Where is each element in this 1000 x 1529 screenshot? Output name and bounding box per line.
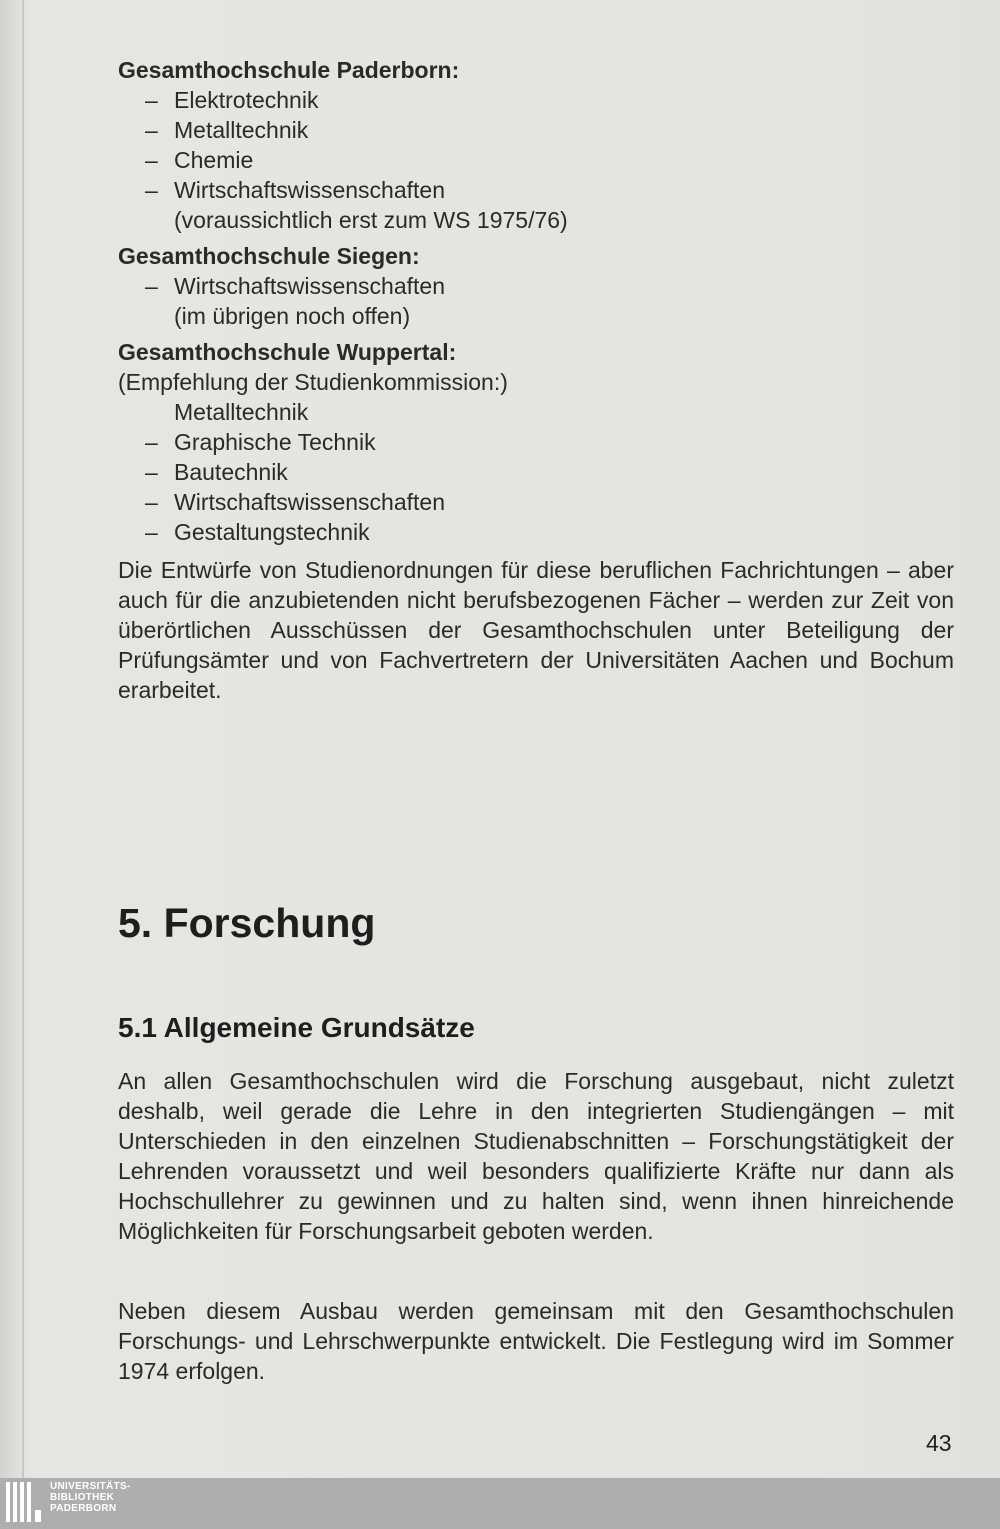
body-paragraph-2: Neben diesem Ausbau werden gemeinsam mit den Gesamthochschulen Forschungs- und Lehrschwerpunkte entwickelt. Die Festlegung wird im Sommer 1974 erfolgen. (118, 1298, 954, 1384)
list-item: – Metalltechnik (145, 117, 309, 143)
library-logo-icon (4, 1480, 44, 1527)
chapter-title: 5. Forschung (118, 900, 376, 946)
page-number: 43 (926, 1430, 952, 1456)
section-heading-paderborn: Gesamthochschule Paderborn: (118, 57, 460, 83)
page-edge (22, 0, 24, 1478)
list-item-note: (im übrigen noch offen) (174, 303, 411, 329)
list-item-note: (voraussichtlich erst zum WS 1975/76) (174, 207, 568, 233)
list-item: – Wirtschaftswissenschaften (145, 489, 445, 515)
section-subheading: (Empfehlung der Studienkommission:) (118, 369, 508, 395)
section-heading-siegen: Gesamthochschule Siegen: (118, 243, 420, 269)
list-item: – Chemie (145, 147, 254, 173)
list-item: – Elektrotechnik (145, 87, 319, 113)
library-footer-bar (0, 1478, 1000, 1529)
section-title: 5.1 Allgemeine Grundsätze (118, 1012, 475, 1043)
list-item: – Graphische Technik (145, 429, 376, 455)
intro-paragraph: Die Entwürfe von Studienordnungen für diese beruflichen Fachrichtungen – aber auch für die anzubietenden nicht berufsbezogenen Fächer – werden zur Zeit von überörtlichen Ausschüssen der Gesamthochschulen unter Beteiligung der Prüfungsämter und von Fachvertretern der Universitäten Aachen und Bochum erarbeitet. (118, 557, 954, 703)
list-item: – Bautechnik (145, 459, 288, 485)
list-item: – Gestaltungstechnik (145, 519, 370, 545)
body-paragraph-1: An allen Gesamthochschulen wird die Forschung ausgebaut, nicht zuletzt deshalb, weil gerade die Lehre in den integrierten Studiengängen – mit Unterschieden in den einzelnen Studienabschnitten – Forschungstätigkeit der Lehrenden voraussetzt und weil besonders qualifizierte Kräfte nur dann als Hochschullehrer zu gewinnen und zu halten sind, wenn ihnen hinreichende Möglichkeiten für Forschungsarbeit geboten werden. (118, 1068, 954, 1244)
list-item: Metalltechnik (174, 399, 309, 425)
list-item: – Wirtschaftswissenschaften (145, 177, 445, 203)
top-lists (118, 55, 954, 705)
library-logo-text: UNIVERSITÄTS- BIBLIOTHEK PADERBORN (50, 1481, 131, 1514)
section-heading-wuppertal: Gesamthochschule Wuppertal: (118, 339, 457, 365)
list-item: – Wirtschaftswissenschaften (145, 273, 445, 299)
